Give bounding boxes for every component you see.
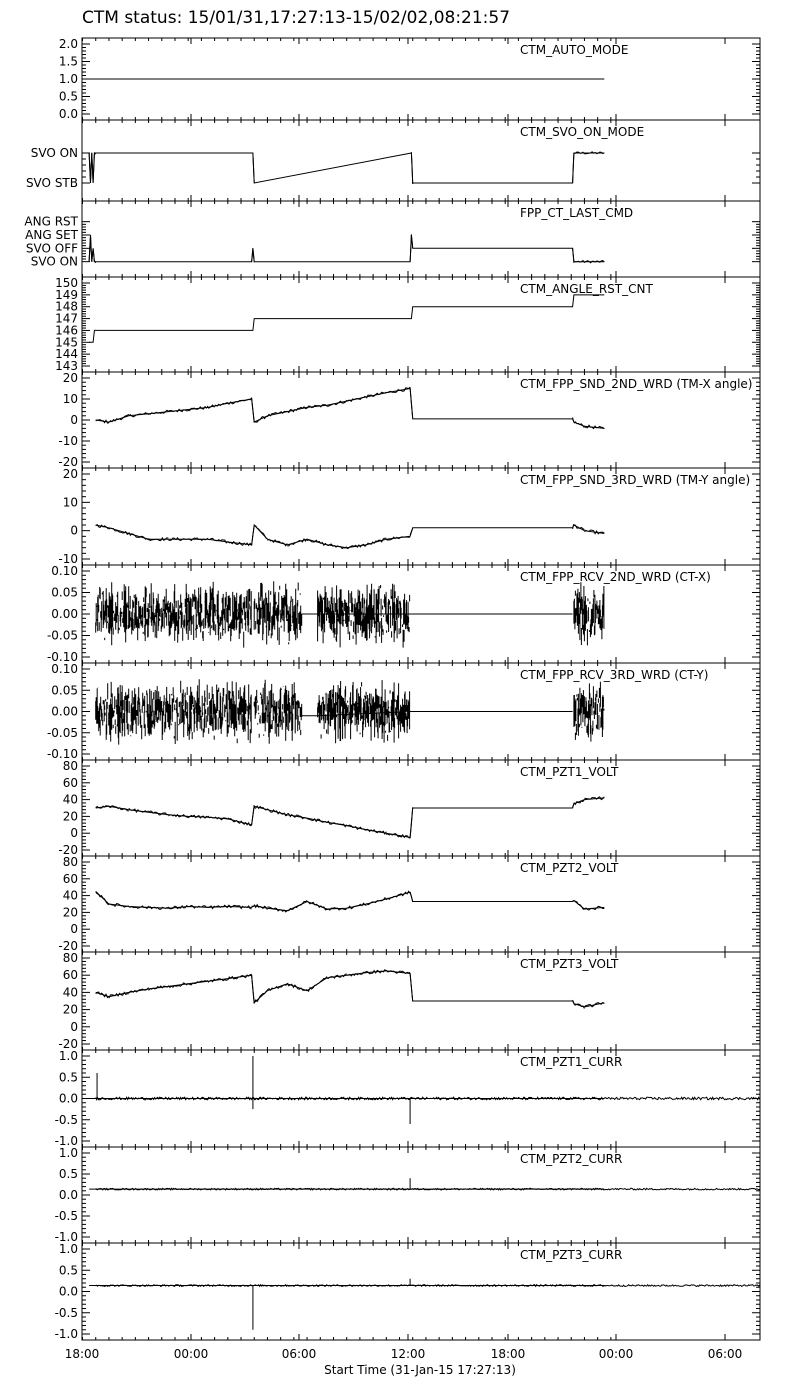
y-tick-label: 0.05 <box>51 585 78 600</box>
y-tick-label: 145 <box>55 335 78 350</box>
panel-frame <box>82 856 760 952</box>
noise-band <box>574 682 604 742</box>
y-tick-label: SVO ON <box>30 254 78 269</box>
y-tick-label: 1.0 <box>58 1242 78 1256</box>
y-tick-label: -0.05 <box>46 725 78 740</box>
y-tick-label: 1.5 <box>58 54 78 69</box>
y-tick-label: 20 <box>62 905 78 920</box>
panel-name-label: CTM_PZT1_CURR <box>520 1055 623 1069</box>
y-tick-label: SVO STB <box>25 176 78 190</box>
panel-frame <box>82 1243 760 1340</box>
panel-name-label: CTM_ANGLE_RST_CNT <box>520 282 653 296</box>
y-tick-label: 0 <box>70 523 78 538</box>
y-tick-label: SVO ON <box>30 146 78 160</box>
baseline-trace <box>96 1097 760 1100</box>
series-line <box>89 153 604 183</box>
baseline-trace <box>96 1285 760 1287</box>
y-tick-label: 40 <box>62 792 78 807</box>
panel-name-label: CTM_FPP_RCV_3RD_WRD (CT-Y) <box>520 668 709 682</box>
y-tick-label: 0.10 <box>51 662 78 676</box>
series-line <box>96 798 605 838</box>
panel-name-label: CTM_AUTO_MODE <box>520 43 629 57</box>
series-line <box>89 295 604 342</box>
y-tick-label: SVO OFF <box>25 241 78 256</box>
series-line <box>89 235 604 262</box>
y-tick-label: 0.05 <box>51 683 78 698</box>
x-tick-label: 00:00 <box>598 1347 634 1361</box>
y-tick-label: -0.5 <box>54 1305 78 1320</box>
y-tick-label: 0.5 <box>58 1070 78 1085</box>
noise-band <box>96 582 252 648</box>
x-tick-label: 06:00 <box>707 1347 743 1361</box>
y-tick-label: 0.00 <box>51 704 78 719</box>
panel-ctm-pzt3-volt <box>58 951 760 1051</box>
panel-name-label: CTM_PZT2_CURR <box>520 1152 623 1166</box>
y-tick-label: -0.10 <box>46 650 78 664</box>
y-tick-label: 2.0 <box>58 37 78 51</box>
panel-name-label: CTM_SVO_ON_MODE <box>520 125 645 139</box>
x-tick-label: 00:00 <box>173 1347 209 1361</box>
panel-name-label: CTM_PZT3_CURR <box>520 1248 623 1262</box>
y-tick-label: 40 <box>62 888 78 903</box>
y-tick-label: ANG SET <box>25 228 78 242</box>
y-tick-label: -0.10 <box>46 747 78 761</box>
y-tick-label: 0.00 <box>51 607 78 621</box>
panel-ctm-pzt1-volt <box>58 759 760 857</box>
x-tick-label: 18:00 <box>490 1347 526 1361</box>
panel-name-label: CTM_FPP_SND_2ND_WRD (TM-X angle) <box>520 377 753 391</box>
panel-frame <box>82 120 760 201</box>
y-tick-label: 0 <box>70 922 78 937</box>
y-tick-label: -20 <box>58 939 78 953</box>
y-tick-label: 60 <box>62 775 78 790</box>
y-tick-label: 80 <box>62 855 78 869</box>
panel-frame <box>82 1147 760 1243</box>
panel-frame <box>82 201 760 277</box>
y-tick-label: -0.5 <box>54 1209 78 1223</box>
panel-ctm-pzt1-curr <box>55 1049 760 1148</box>
y-tick-label: -0.05 <box>46 628 78 643</box>
y-tick-label: 20 <box>62 467 78 481</box>
y-tick-label: 0.10 <box>51 564 78 578</box>
series-texture <box>89 152 604 184</box>
x-tick-label: 18:00 <box>64 1347 100 1361</box>
y-tick-label: 20 <box>62 809 78 824</box>
panel-ctm-fpp-rcv-2nd-wrd <box>47 564 760 664</box>
panel-fpp-ct-last-cmd <box>24 201 760 277</box>
y-tick-label: 146 <box>55 323 78 338</box>
series-texture <box>96 970 605 1009</box>
y-tick-label: 10 <box>62 495 78 510</box>
y-tick-label: 1.0 <box>58 72 78 86</box>
series-line <box>96 389 605 429</box>
panel-frame <box>82 277 760 372</box>
y-tick-label: 80 <box>62 759 78 773</box>
y-tick-label: 144 <box>55 347 78 362</box>
series-texture <box>96 797 605 838</box>
noise-band <box>254 680 302 744</box>
x-tick-label: 12:00 <box>390 1347 426 1361</box>
panel-ctm-fpp-rcv-3rd-wrd <box>47 662 760 761</box>
y-tick-label: 40 <box>62 985 78 1000</box>
panel-ctm-pzt3-curr <box>55 1242 760 1341</box>
y-tick-label: 20 <box>62 1002 78 1017</box>
panel-ctm-svo-on-mode <box>26 120 760 201</box>
page-title: CTM status: 15/01/31,17:27:13-15/02/02,08:21:57 <box>82 8 511 28</box>
panel-ctm-auto-mode <box>59 37 760 121</box>
x-tick-label: 06:00 <box>281 1347 317 1361</box>
y-tick-label: 143 <box>55 359 78 373</box>
y-tick-label: 0 <box>70 826 78 841</box>
panel-name-label: CTM_PZT2_VOLT <box>520 861 619 875</box>
y-tick-label: 10 <box>62 392 78 406</box>
y-tick-label: 150 <box>55 276 78 290</box>
y-tick-label: 0.5 <box>58 89 78 104</box>
x-axis-title: Start Time (31-Jan-15 17:27:13) <box>324 1363 516 1377</box>
panel-name-label: CTM_FPP_SND_3RD_WRD (TM-Y angle) <box>520 473 751 487</box>
y-tick-label: 0 <box>70 413 78 427</box>
y-tick-label: -1.0 <box>54 1230 78 1244</box>
series-line <box>96 971 605 1007</box>
noise-band <box>318 680 410 743</box>
y-tick-label: 1.0 <box>58 1146 78 1160</box>
y-tick-label: 147 <box>55 311 78 326</box>
panel-name-label: CTM_FPP_RCV_2ND_WRD (CT-X) <box>520 570 711 584</box>
y-tick-label: 0.0 <box>58 1091 78 1106</box>
series-texture <box>96 387 605 429</box>
noise-band <box>254 581 302 645</box>
y-tick-label: 1.0 <box>58 1049 78 1063</box>
y-tick-label: -20 <box>58 843 78 857</box>
panel-name-label: CTM_PZT3_VOLT <box>520 957 619 971</box>
panel-ctm-fpp-snd-2nd-wrd <box>58 371 760 469</box>
y-tick-label: -20 <box>58 1037 78 1051</box>
noise-band <box>318 584 410 648</box>
panel-ctm-pzt2-volt <box>58 855 760 953</box>
noise-band <box>96 679 252 744</box>
y-tick-label: 0.0 <box>58 107 78 121</box>
y-tick-label: -10 <box>58 434 78 448</box>
y-tick-label: 60 <box>62 871 78 886</box>
y-tick-label: -20 <box>58 455 78 469</box>
series-line <box>96 525 605 548</box>
panel-ctm-angle-rst-cnt <box>55 276 760 373</box>
noise-band <box>574 582 604 645</box>
y-tick-label: -10 <box>58 552 78 566</box>
panel-name-label: FPP_CT_LAST_CMD <box>520 206 634 220</box>
y-tick-label: 0.0 <box>58 1284 78 1299</box>
y-tick-label: 0.0 <box>58 1188 78 1202</box>
series-line <box>96 891 605 910</box>
y-tick-label: 20 <box>62 371 78 385</box>
y-tick-label: 148 <box>55 299 78 314</box>
y-tick-label: ANG RST <box>24 214 78 229</box>
panel-ctm-pzt2-curr <box>55 1146 760 1244</box>
y-tick-label: -0.5 <box>54 1112 78 1127</box>
y-tick-label: 60 <box>62 968 78 983</box>
y-tick-label: 0.5 <box>58 1263 78 1278</box>
y-tick-label: -1.0 <box>54 1327 78 1341</box>
y-tick-label: 0.5 <box>58 1167 78 1181</box>
panel-ctm-fpp-snd-3rd-wrd <box>58 467 760 566</box>
y-tick-label: 80 <box>62 951 78 965</box>
y-tick-label: -1.0 <box>54 1134 78 1148</box>
y-tick-label: 0 <box>70 1019 78 1034</box>
y-tick-label: 149 <box>55 287 78 302</box>
panel-name-label: CTM_PZT1_VOLT <box>520 765 619 779</box>
